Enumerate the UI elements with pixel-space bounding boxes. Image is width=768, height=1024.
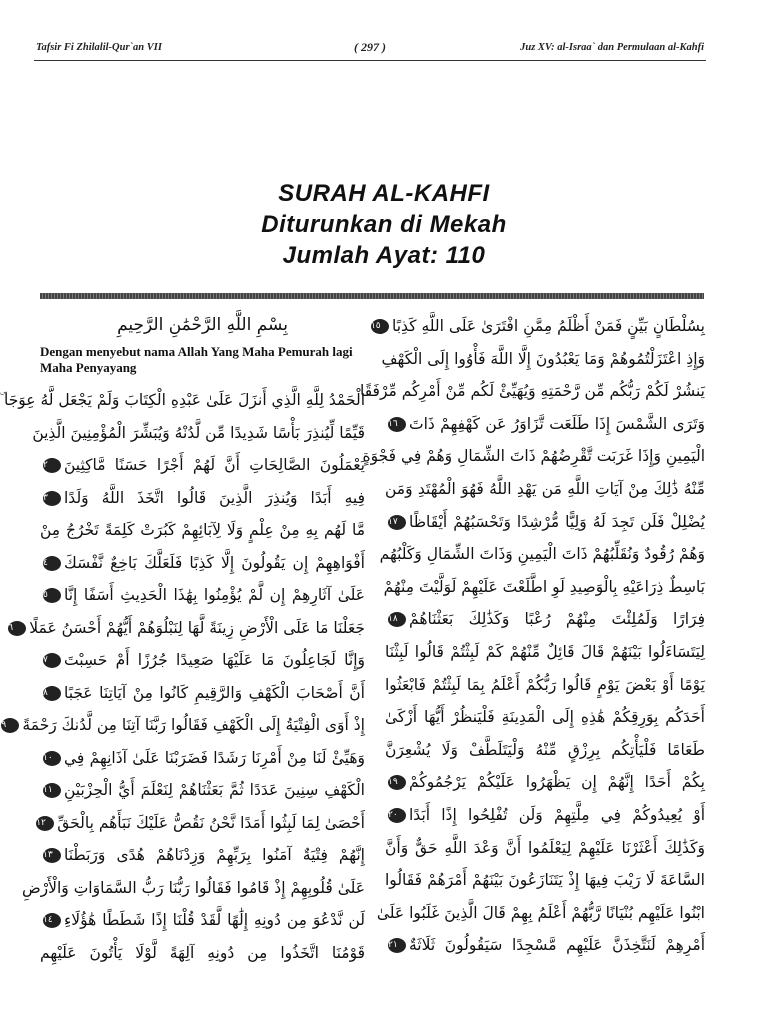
arabic-line: الْيَمِينِ وَإِذَا غَرَبَت تَّقْرِضُهُمْ ذَاتَ الشِّمَالِ وَهُمْ فِي فَجْوَةٍ [362, 447, 705, 466]
arabic-line: لَن نَّدْعُوَ مِن دُونِهِ إِلَٰهًا لَّقَدْ قُلْنَا إِذًا شَطَطًا هَٰؤُلَاءِ١٤ [43, 911, 365, 929]
arabic-line: عَلَىٰ آثَارِهِمْ إِن لَّمْ يُؤْمِنُوا بِهَٰذَا الْحَدِيثِ أَسَفًا إِنَّا٥ [43, 586, 365, 604]
arabic-line: طَعَامًا فَلْيَأْتِكُم بِرِزْقٍ مِّنْهُ وَلْيَتَلَطَّفْ وَلَا يُشْعِرَنَّ [385, 740, 705, 759]
arabic-line: وَتَرَى الشَّمْسَ إِذَا طَلَعَت تَّزَاوَرُ عَن كَهْفِهِمْ ذَاتَ١٦ [388, 414, 705, 433]
page-header [36, 40, 704, 58]
arabic-line: وَكَذَٰلِكَ أَعْثَرْنَا عَلَيْهِمْ لِيَعْلَمُوا أَنَّ وَعْدَ اللَّهِ حَقٌّ وَأَنَّ [385, 838, 705, 857]
verse-number-marker: ١٧ [388, 515, 406, 530]
verse-number-marker: ٨ [43, 686, 61, 701]
verse-number-marker: ١٠ [43, 751, 61, 766]
verse-number-marker: ٥ [43, 588, 61, 603]
arabic-line: أَحْصَىٰ لِمَا لَبِثُوا أَمَدًا نَّحْنُ نَقُصُّ عَلَيْكَ نَبَأَهُم بِالْحَقِّ١٢ [36, 813, 365, 832]
surah-verse-count: Jumlah Ayat: 110 [282, 242, 486, 269]
arabic-line: إِذْ أَوَى الْفِتْيَةُ إِلَى الْكَهْفِ فَقَالُوا رَبَّنَا آتِنَا مِن لَّدُنكَ رَحْمَةً٩ [1, 716, 365, 734]
arabic-line: فِرَارًا وَلَمُلِئْتَ مِنْهُمْ رُعْبًا وَكَذَٰلِكَ بَعَثْنَاهُمْ١٨ [388, 610, 705, 629]
verse-number-marker: ١٩ [388, 775, 406, 790]
arabic-line: قَوْمُنَا اتَّخَذُوا مِن دُونِهِ آلِهَةً لَّوْلَا يَأْتُونَ عَلَيْهِم [40, 943, 365, 962]
verse-number-marker: ٢١ [388, 938, 406, 953]
arabic-line: يَنشُرْ لَكُمْ رَبُّكُم مِّن رَّحْمَتِهِ وَيُهَيِّئْ لَكُم مِّنْ أَمْرِكُم مِّرْفَقًا [359, 382, 705, 401]
verse-number-marker: ٢٠ [388, 808, 406, 823]
surah-origin: Diturunkan di Mekah [261, 211, 507, 238]
header-juz-title: Juz XV: al-Israa` dan Permulaan al-Kahfi [520, 42, 704, 53]
header-page-number: ( 297 ) [354, 40, 386, 54]
arabic-line: الْحَمْدُ لِلَّهِ الَّذِي أَنزَلَ عَلَىٰ عَبْدِهِ الْكِتَابَ وَلَمْ يَجْعَل لَّهُ عِوَجَا ۜ [0, 391, 365, 409]
verse-number-marker: ٢ [43, 458, 61, 473]
right-column [359, 310, 705, 962]
left-arabic-text [0, 384, 365, 969]
arabic-line: جَعَلْنَا مَا عَلَى الْأَرْضِ زِينَةً لَّهَا لِنَبْلُوَهُمْ أَيُّهُمْ أَحْسَنُ عَمَلًا٦ [8, 618, 365, 637]
arabic-line: وَإِنَّا لَجَاعِلُونَ مَا عَلَيْهَا صَعِيدًا جُرُزًا أَمْ حَسِبْتَ٧ [43, 651, 365, 669]
arabic-line: السَّاعَةَ لَا رَيْبَ فِيهَا إِذْ يَتَنَازَعُونَ بَيْنَهُمْ أَمْرَهُمْ فَقَالُوا [385, 871, 705, 890]
verse-number-marker: ١٣ [43, 848, 61, 863]
arabic-line: أَفْوَاهِهِمْ إِن يَقُولُونَ إِلَّا كَذِبًا فَلَعَلَّكَ بَاخِعٌ نَّفْسَكَ٤ [43, 553, 365, 572]
verse-number-marker: ١٥ [371, 319, 389, 334]
title-rule [40, 293, 704, 299]
arabic-line: عَلَىٰ قُلُوبِهِمْ إِذْ قَامُوا فَقَالُوا رَبُّنَا رَبُّ السَّمَاوَاتِ وَالْأَرْضِ [21, 878, 365, 897]
surah-title: SURAH AL-KAHFI [278, 180, 490, 207]
arabic-line: يَوْمًا أَوْ بَعْضَ يَوْمٍ قَالُوا رَبُّكُمْ أَعْلَمُ بِمَا لَبِثْتُمْ فَابْعَثُوا [385, 675, 705, 694]
arabic-line: ابْنُوا عَلَيْهِم بُنْيَانًا رَّبُّهُمْ أَعْلَمُ بِهِمْ قَالَ الَّذِينَ غَلَبُوا عَلَىٰ [376, 903, 705, 922]
arabic-line: أَحَدَكُم بِوَرِقِكُمْ هَٰذِهِ إِلَى الْمَدِينَةِ فَلْيَنظُرْ أَيُّهَا أَزْكَىٰ [385, 708, 705, 727]
arabic-line: وَهُمْ رُقُودٌ وَنُقَلِّبُهُمْ ذَاتَ الْيَمِينِ وَذَاتَ الشِّمَالِ وَكَلْبُهُم [379, 545, 705, 564]
verse-number-marker: ٩ [1, 718, 19, 733]
arabic-line: إِنَّهُمْ فِتْيَةٌ آمَنُوا بِرَبِّهِمْ وَزِدْنَاهُمْ هُدًى وَرَبَطْنَا١٣ [43, 846, 365, 864]
arabic-line: يُضْلِلْ فَلَن تَجِدَ لَهُ وَلِيًّا مُّرْشِدًا وَتَحْسَبُهُمْ أَيْقَاظًا١٧ [388, 512, 705, 531]
arabic-line: يَعْمَلُونَ الصَّالِحَاتِ أَنَّ لَهُمْ أَجْرًا حَسَنًا مَّاكِثِينَ٢ [43, 456, 365, 474]
verse-number-marker: ١١ [43, 783, 61, 798]
arabic-line: مِّنْهُ ذَٰلِكَ مِنْ آيَاتِ اللَّهِ مَن يَهْدِ اللَّهُ فَهُوَ الْمُهْتَدِ وَمَن [385, 479, 705, 498]
bismillah: بِسْمِ اللَّهِ الرَّحْمَٰنِ الرَّحِيمِ [117, 315, 288, 335]
arabic-line: لِيَتَسَاءَلُوا بَيْنَهُمْ قَالَ قَائِلٌ مِّنْهُمْ كَمْ لَبِثْتُمْ قَالُوا لَبِثْنَا [385, 642, 705, 661]
arabic-line: أَمْرِهِمْ لَنَتَّخِذَنَّ عَلَيْهِم مَّسْجِدًا سَيَقُولُونَ ثَلَاثَةٌ٢١ [388, 936, 705, 955]
arabic-line: أَنَّ أَصْحَابَ الْكَهْفِ وَالرَّقِيمِ كَانُوا مِنْ آيَاتِنَا عَجَبًا٨ [43, 683, 365, 702]
arabic-line: فِيهِ أَبَدًا وَيُنذِرَ الَّذِينَ قَالُوا اتَّخَذَ اللَّهُ وَلَدًا٣ [43, 488, 365, 507]
arabic-line: أَوْ يُعِيدُوكُمْ فِي مِلَّتِهِمْ وَلَن تُفْلِحُوا إِذًا أَبَدًا٢٠ [388, 805, 705, 824]
verse-number-marker: ١٤ [43, 913, 61, 928]
verse-number-marker: ١٨ [388, 612, 406, 627]
verse-number-marker: ١٢ [36, 816, 54, 831]
arabic-line: وَهَيِّئْ لَنَا مِنْ أَمْرِنَا رَشَدًا فَضَرَبْنَا عَلَىٰ آذَانِهِمْ فِي١٠ [43, 748, 365, 767]
arabic-line: مَّا لَهُم بِهِ مِنْ عِلْمٍ وَلَا لِآبَائِهِمْ كَبُرَتْ كَلِمَةً تَخْرُجُ مِنْ [40, 521, 365, 539]
arabic-line: بَاسِطٌ ذِرَاعَيْهِ بِالْوَصِيدِ لَوِ اطَّلَعْتَ عَلَيْهِمْ لَوَلَّيْتَ مِنْهُمْ [383, 577, 705, 596]
verse-number-marker: ٦ [8, 621, 26, 636]
arabic-line: بِسُلْطَانٍ بَيِّنٍ فَمَنْ أَظْلَمُ مِمَّنِ افْتَرَىٰ عَلَى اللَّهِ كَذِبًا١٥ [370, 317, 705, 335]
arabic-line: قَيِّمًا لِّيُنذِرَ بَأْسًا شَدِيدًا مِّن لَّدُنْهُ وَيُبَشِّرَ الْمُؤْمِنِينَ الَّذِينَ [32, 423, 365, 442]
left-column [0, 310, 365, 969]
verse-number-marker: ٧ [43, 653, 61, 668]
right-arabic-text [359, 310, 705, 962]
arabic-line: بِكُمْ أَحَدًا إِنَّهُمْ إِن يَظْهَرُوا عَلَيْكُمْ يَرْجُمُوكُمْ١٩ [388, 773, 705, 792]
verse-number-marker: ١٦ [388, 417, 406, 432]
arabic-line: الْكَهْفِ سِنِينَ عَدَدًا ثُمَّ بَعَثْنَاهُمْ لِنَعْلَمَ أَيُّ الْحِزْبَيْنِ١١ [43, 781, 365, 799]
surah-title-block [0, 178, 768, 271]
header-rule [34, 60, 706, 61]
bismillah-translation: Dengan menyebut nama Allah Yang Maha Pemurah lagi Maha Penyayang [40, 344, 353, 375]
verse-number-marker: ٣ [43, 491, 61, 506]
verse-number-marker: ٤ [43, 556, 61, 571]
arabic-line: وَإِذِ اعْتَزَلْتُمُوهُمْ وَمَا يَعْبُدُونَ إِلَّا اللَّهَ فَأْوُوا إِلَى الْكَهْفِ [381, 349, 705, 368]
header-book-title: Tafsir Fi Zhilalil-Qur`an VII [36, 42, 162, 53]
